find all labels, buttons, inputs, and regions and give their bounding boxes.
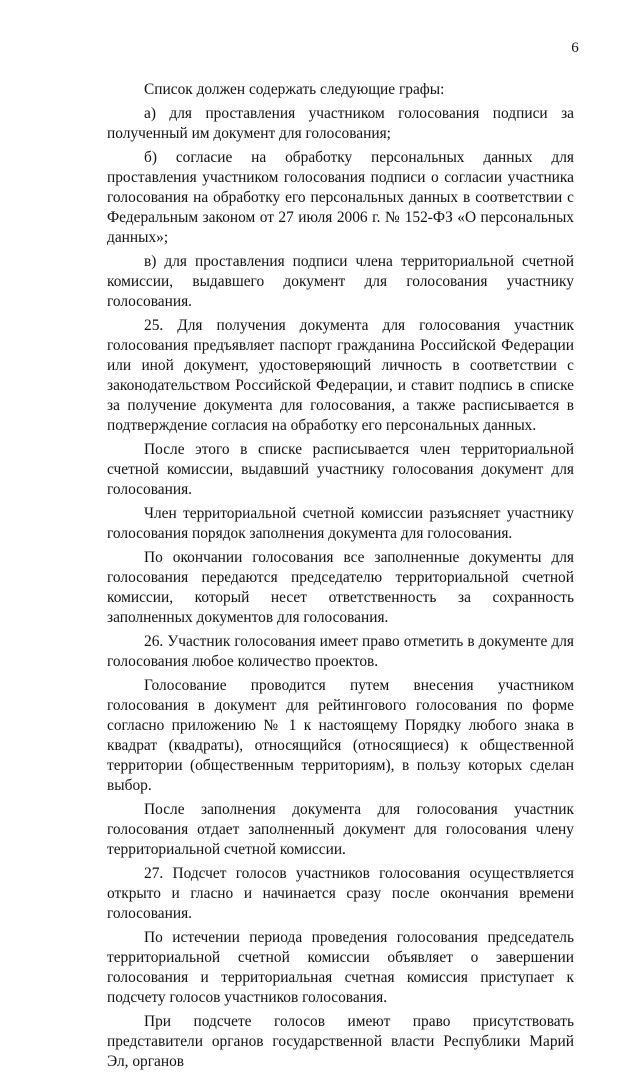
body-text [107, 80, 574, 1076]
paragraph: По окончании голосования все заполненные документы для голосования передаются председателю территориальной счетной комиссии, который несет ответственность за сохранность заполненных документов для голосования. [107, 549, 574, 626]
paragraph: Член территориальной счетной комиссии разъясняет участнику голосования порядок заполнения документа для голосования. [107, 505, 574, 542]
paragraph: После этого в списке расписывается член территориальной счетной комиссии, выдавший участнику голосования документ для голосования. [107, 441, 574, 498]
paragraph: б) согласие на обработку персональных данных для проставления участником голосования подписи о согласии участника голосования на обработку его персональных данных в соответствии с Федеральным законом от 27 июля 2006 г. № 152-ФЗ «О персональных данных»; [107, 149, 574, 246]
paragraph: После заполнения документа для голосования участник голосования отдает заполненный документ для голосования члену территориальной счетной комиссии. [107, 801, 574, 858]
paragraph: 25. Для получения документа для голосования участник голосования предъявляет паспорт гражданина Российской Федерации или иной документ, удостоверяющий личность в соответствии с законодательством Российской Федерации, и ставит подпись в списке за получение документа для голосования, а также расписывается в подтверждение согласия на обработку его персональных данных. [107, 317, 574, 434]
paragraph: При подсчете голосов имеют право присутствовать представители органов государственной власти Республики Марий Эл, органов [107, 1013, 574, 1070]
paragraph: 26. Участник голосования имеет право отметить в документе для голосования любое количество проектов. [107, 633, 574, 670]
paragraph: а) для проставления участником голосования подписи за полученный им документ для голосования; [107, 105, 574, 142]
page-number: 6 [571, 40, 579, 56]
paragraph: в) для проставления подписи члена территориальной счетной комиссии, выдавшего документ для голосования участнику голосования. [107, 253, 574, 310]
paragraph: Голосование проводится путем внесения участником голосования в документ для рейтингового голосования по форме согласно приложению № 1 к настоящему Порядку любого знака в квадрат (квадраты), относящийся (относящиеся) к общественной территории (общественным территориям), в пользу которых сделан выбор. [107, 677, 574, 794]
paragraph: По истечении периода проведения голосования председатель территориальной счетной комиссии объявляет о завершении голосования и территориальная счетная комиссия приступает к подсчету голосов участников голосования. [107, 929, 574, 1006]
paragraph: 27. Подсчет голосов участников голосования осуществляется открыто и гласно и начинается сразу после окончания времени голосования. [107, 865, 574, 922]
paragraph: Список должен содержать следующие графы: [144, 81, 445, 98]
